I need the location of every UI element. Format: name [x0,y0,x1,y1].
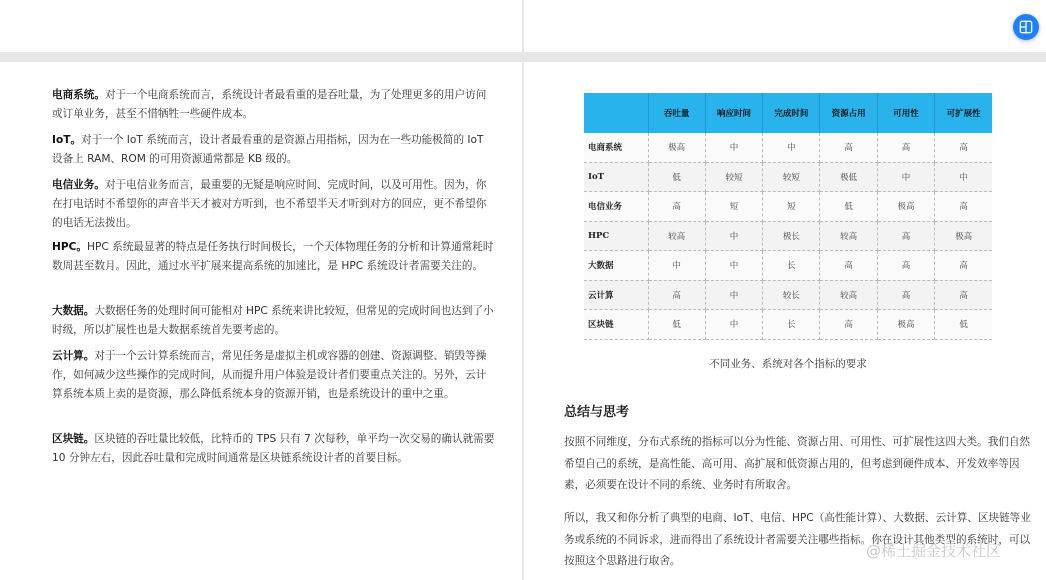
table-cell: 高 [935,192,992,222]
table-cell: 较长 [763,280,820,310]
paragraph-hpc [52,238,496,276]
table-cell: 长 [763,251,820,281]
paragraph-bigdata [52,302,496,340]
table-cell: 中 [705,310,762,340]
paragraph-text: 对于一个电商系统而言，系统设计者最看重的是吞吐量，为了处理更多的用户访问或订单业务，甚至不惜牺牲一些硬件成本。 [52,89,487,121]
table-cell: 短 [763,192,820,222]
table-header-cell [584,93,648,133]
paragraph-text: 对于一个云计算系统而言，常见任务是虚拟主机或容器的创建、资源调整、销毁等操作，如何减少这些操作的完成时间，从而提升用户体验是设计者们要重点关注的。另外，云计算系统本质上卖的是资源，那么降低系统本身的资源开销，也是系统设计的重中之重。 [52,350,487,401]
table-cell: 低 [935,310,992,340]
table-cell: 极高 [648,133,705,162]
table-cell: 极高 [877,192,934,222]
table-row [584,162,992,192]
table-cell: 中 [705,280,762,310]
table-cell: 中 [705,133,762,162]
table-header-cell: 响应时间 [705,93,762,133]
paragraph-text: 区块链的吞吐量比较低，比特币的 TPS 只有 7 次每秒，单平均一次交易的确认就需要 10 分钟左右，因此吞吐量和完成时间通常是区块链系统设计者的首要目标。 [52,433,495,465]
table-header-cell: 可扩展性 [935,93,992,133]
table-header-row [584,93,992,133]
table-caption: 不同业务、系统对各个指标的要求 [709,358,867,370]
table-cell: 短 [705,192,762,222]
paragraph-iot [52,131,496,169]
table-row-label: 云计算 [584,280,648,310]
table-row [584,133,992,162]
paragraph-head: 电信业务。 [52,179,105,191]
paragraph-head: 区块链。 [52,433,95,445]
paragraph-head: 云计算。 [52,350,95,362]
table-row [584,251,992,281]
paragraph-text: 大数据任务的处理时间可能相对 HPC 系统来讲比较短，但常见的完成时间也达到了小时级，所以扩展性也是大数据系统首先要考虑的。 [52,305,494,337]
paragraph-head: HPC。 [52,241,87,253]
table-cell: 较高 [820,280,877,310]
table-cell: 极高 [935,221,992,251]
paragraph-ecommerce [52,86,496,124]
table-cell: 低 [648,162,705,192]
table-header-cell: 吞吐量 [648,93,705,133]
table-header-cell: 可用性 [877,93,934,133]
left-page-top-strip [0,0,522,52]
table-cell: 中 [648,251,705,281]
watermark: @稀土掘金技术社区 [866,542,1002,560]
floating-action-button[interactable] [1013,14,1039,40]
table-cell: 长 [763,310,820,340]
paragraph-cloud [52,347,496,405]
table-cell: 高 [820,251,877,281]
summary-paragraph: 按照不同维度，分布式系统的指标可以分为性能、资源占用、可用性、可扩展性这四大类。我们自然希望自己的系统，是高性能、高可用、高扩展和低资源占用的，但考虑到硬件成本、开发效率等因素，必须要在设计不同的系统、业务时有所取舍。 [564,436,1031,491]
right-page-top-strip [524,0,1046,52]
table-cell: 较高 [648,221,705,251]
table-cell: 中 [705,251,762,281]
table-row-label: 电信业务 [584,192,648,222]
metrics-table [584,93,992,340]
paragraph-head: 电商系统。 [52,89,105,101]
paragraph-head: IoT。 [52,134,82,146]
table-row [584,280,992,310]
paragraph-text: 对于电信业务而言，最重要的无疑是响应时间、完成时间，以及可用性。因为，你在打电话时不希望你的声音半天才被对方听到，也不希望半天才听到对方的回应，更不希望你的电话无法拨出。 [52,179,487,230]
table-row [584,221,992,251]
table-cell: 高 [877,221,934,251]
table-cell: 高 [935,251,992,281]
table-cell: 较短 [705,162,762,192]
table-cell: 高 [935,133,992,162]
section-heading: 总结与思考 [564,405,630,420]
summary-paragraph: 所以，我又和你分析了典型的电商、IoT、电信、HPC（高性能计算）、大数据、云计算、区块链等业务或系统的不同诉求，进而得出了系统设计者需要关注哪些指标。你在设计其他类型的系统时，可以按照这个思路进行取舍。 [564,512,1031,567]
table-cell: 高 [820,310,877,340]
table-row [584,192,992,222]
table-cell: 高 [877,133,934,162]
table-row-label: IoT [584,162,648,192]
table-cell: 中 [935,162,992,192]
paragraph-blockchain [52,430,496,468]
table-cell: 极长 [763,221,820,251]
table-row-label: HPC [584,221,648,251]
left-page [0,62,522,580]
table-cell: 较短 [763,162,820,192]
table-cell: 中 [877,162,934,192]
table-cell: 高 [820,133,877,162]
table-cell: 低 [820,192,877,222]
table-cell: 高 [877,251,934,281]
table-header-cell: 资源占用 [820,93,877,133]
table-cell: 极低 [820,162,877,192]
table-cell: 低 [648,310,705,340]
table-cell: 高 [648,192,705,222]
table-cell: 中 [763,133,820,162]
table-cell: 较高 [820,221,877,251]
layout-icon [1019,20,1033,34]
table-row-label: 区块链 [584,310,648,340]
table-row-label: 大数据 [584,251,648,281]
right-page [524,62,1046,580]
table-cell: 高 [648,280,705,310]
paragraph-text: 对于一个 IoT 系统而言，设计者最看重的是资源占用指标，因为在一些功能极简的 IoT 设备上 RAM、ROM 的可用资源通常都是 KB 级的。 [52,134,484,166]
paragraph-text: HPC 系统最显著的特点是任务执行时间极长，一个天体物理任务的分析和计算通常耗时数周甚至数月。因此，通过水平扩展来提高系统的加速比，是 HPC 系统设计者需要关注的。 [52,241,494,273]
table-header-cell: 完成时间 [763,93,820,133]
table-row-label: 电商系统 [584,133,648,162]
table-cell: 中 [705,221,762,251]
table-cell: 高 [935,280,992,310]
table-cell: 极高 [877,310,934,340]
table-row [584,310,992,340]
table-cell: 高 [877,280,934,310]
paragraph-head: 大数据。 [52,305,95,317]
paragraph-telecom [52,176,496,234]
